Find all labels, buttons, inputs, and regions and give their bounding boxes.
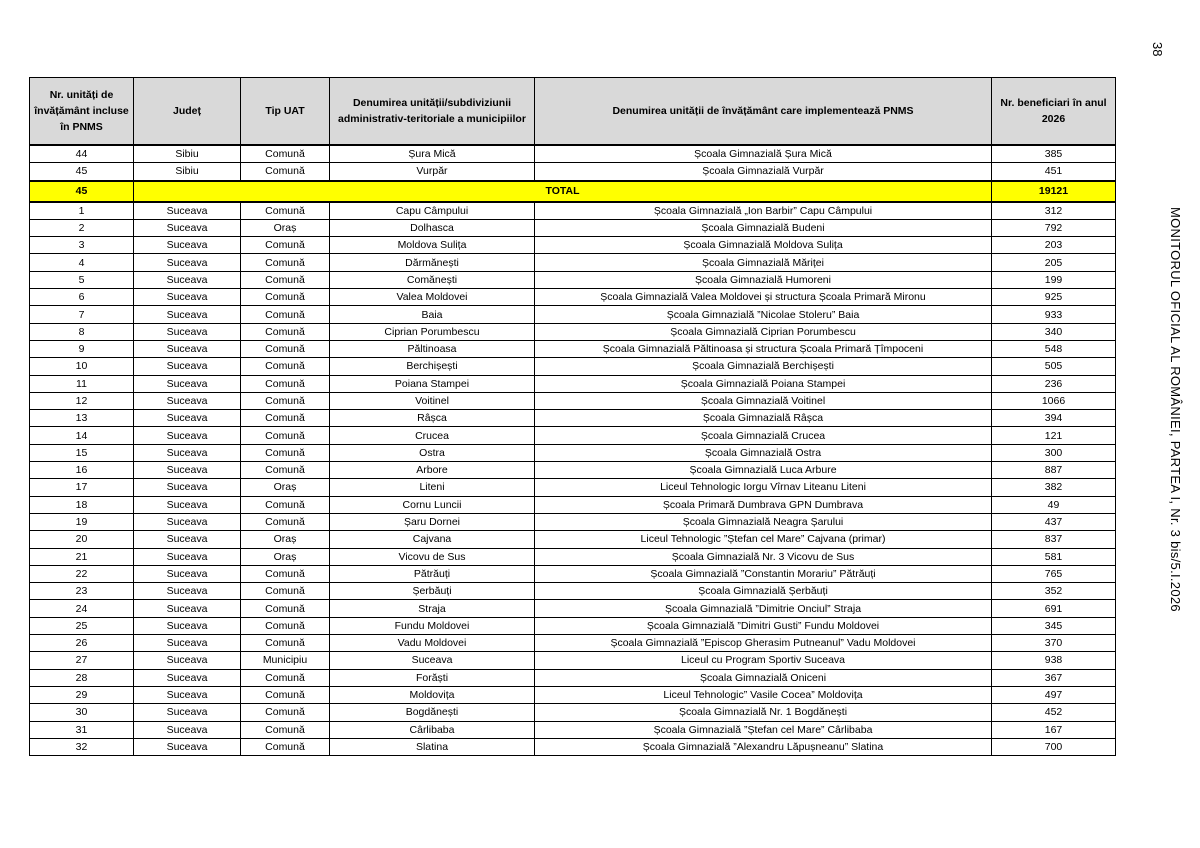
- cell-judet: Suceava: [134, 237, 241, 254]
- cell-unitate: Școala Gimnazială Poiana Stampei: [535, 375, 992, 392]
- cell-uat: Moldova Sulița: [330, 237, 535, 254]
- cell-nr: 9: [30, 340, 134, 357]
- cell-unitate: Școala Gimnazială Ciprian Porumbescu: [535, 323, 992, 340]
- cell-benef: 167: [992, 721, 1116, 738]
- cell-nr: 6: [30, 289, 134, 306]
- cell-unitate: Școala Gimnazială Ostra: [535, 444, 992, 461]
- cell-benef: 887: [992, 462, 1116, 479]
- cell-tip: Comună: [241, 163, 330, 181]
- table-row: [30, 548, 1116, 565]
- cell-uat: Pătrăuți: [330, 565, 535, 582]
- cell-uat: Fundu Moldovei: [330, 617, 535, 634]
- cell-nr: 21: [30, 548, 134, 565]
- cell-nr: 2: [30, 219, 134, 236]
- cell-benef: 505: [992, 358, 1116, 375]
- cell-nr: 31: [30, 721, 134, 738]
- page-number: 38: [1150, 42, 1165, 57]
- cell-uat: Șaru Dornei: [330, 513, 535, 530]
- cell-benef: 340: [992, 323, 1116, 340]
- cell-nr: 3: [30, 237, 134, 254]
- cell-uat: Șerbăuți: [330, 583, 535, 600]
- cell-judet: Suceava: [134, 548, 241, 565]
- table-row: [30, 306, 1116, 323]
- cell-tip: Oraș: [241, 219, 330, 236]
- cell-judet: Suceava: [134, 375, 241, 392]
- cell-judet: Suceava: [134, 738, 241, 755]
- cell-judet: Suceava: [134, 496, 241, 513]
- cell-judet: Suceava: [134, 686, 241, 703]
- cell-judet: Suceava: [134, 306, 241, 323]
- cell-tip: Comună: [241, 410, 330, 427]
- cell-uat: Râșca: [330, 410, 535, 427]
- cell-unitate: Școala Gimnazială Măriței: [535, 254, 992, 271]
- cell-judet: Suceava: [134, 669, 241, 686]
- table-row: [30, 427, 1116, 444]
- cell-nr: 12: [30, 392, 134, 409]
- cell-uat: Voitinel: [330, 392, 535, 409]
- cell-uat: Arbore: [330, 462, 535, 479]
- cell-judet: Suceava: [134, 462, 241, 479]
- cell-unitate: Școala Gimnazială ”Constantin Morariu” Pătrăuți: [535, 565, 992, 582]
- cell-judet: Suceava: [134, 479, 241, 496]
- cell-nr: 7: [30, 306, 134, 323]
- table-row: [30, 617, 1116, 634]
- cell-tip: Comună: [241, 358, 330, 375]
- cell-unitate: Școala Gimnazială Șura Mică: [535, 145, 992, 163]
- cell-judet: Suceava: [134, 617, 241, 634]
- cell-nr: 13: [30, 410, 134, 427]
- table-row: [30, 271, 1116, 288]
- cell-uat: Comănești: [330, 271, 535, 288]
- table-row: [30, 738, 1116, 755]
- cell-benef: 925: [992, 289, 1116, 306]
- cell-uat: Cârlibaba: [330, 721, 535, 738]
- cell-benef: 497: [992, 686, 1116, 703]
- cell-judet: Suceava: [134, 652, 241, 669]
- publication-title: MONITORUL OFICIAL AL ROMÂNIEI, PARTEA I, Nr. 3 bis/5.I.2026: [1168, 207, 1183, 612]
- schools-table-container: [29, 77, 1115, 756]
- cell-unitate: Școala Gimnazială ”Ștefan cel Mare” Cârlibaba: [535, 721, 992, 738]
- cell-benef: 437: [992, 513, 1116, 530]
- cell-benef: 300: [992, 444, 1116, 461]
- cell-nr: 14: [30, 427, 134, 444]
- table-header-row: [30, 78, 1116, 146]
- table-row: [30, 479, 1116, 496]
- cell-unitate: Școala Gimnazială Voitinel: [535, 392, 992, 409]
- cell-benef: 345: [992, 617, 1116, 634]
- cell-tip: Municipiu: [241, 652, 330, 669]
- cell-benef: 49: [992, 496, 1116, 513]
- cell-tip: Comună: [241, 669, 330, 686]
- cell-judet: Suceava: [134, 392, 241, 409]
- table-row: [30, 704, 1116, 721]
- cell-benef: 205: [992, 254, 1116, 271]
- cell-unitate: Școala Gimnazială Neagra Șarului: [535, 513, 992, 530]
- cell-unitate: Școala Gimnazială Oniceni: [535, 669, 992, 686]
- cell-tip: Oraș: [241, 531, 330, 548]
- cell-benef: 199: [992, 271, 1116, 288]
- cell-benef: 203: [992, 237, 1116, 254]
- cell-judet: Suceava: [134, 358, 241, 375]
- cell-tip: Comună: [241, 323, 330, 340]
- cell-uat: Șura Mică: [330, 145, 535, 163]
- cell-tip: Comună: [241, 600, 330, 617]
- header-beneficiaries: Nr. beneficiari în anul 2026: [992, 78, 1116, 146]
- cell-nr: 45: [30, 163, 134, 181]
- cell-tip: Comună: [241, 289, 330, 306]
- cell-tip: Comună: [241, 254, 330, 271]
- cell-unitate: Liceul Tehnologic Iorgu Vîrnav Liteanu Liteni: [535, 479, 992, 496]
- table-row: [30, 237, 1116, 254]
- cell-tip: Comună: [241, 444, 330, 461]
- cell-judet: Suceava: [134, 444, 241, 461]
- cell-benef: 367: [992, 669, 1116, 686]
- table-row: [30, 202, 1116, 220]
- cell-judet: Sibiu: [134, 163, 241, 181]
- cell-benef: 394: [992, 410, 1116, 427]
- cell-nr: 26: [30, 635, 134, 652]
- cell-nr: 10: [30, 358, 134, 375]
- cell-nr: 5: [30, 271, 134, 288]
- cell-tip: Comună: [241, 145, 330, 163]
- cell-benef: 352: [992, 583, 1116, 600]
- table-row: [30, 145, 1116, 163]
- cell-nr: 32: [30, 738, 134, 755]
- table-body: [30, 145, 1116, 756]
- cell-uat: Straja: [330, 600, 535, 617]
- cell-tip: Oraș: [241, 548, 330, 565]
- cell-judet: Suceava: [134, 600, 241, 617]
- cell-unitate: Școala Gimnazială Valea Moldovei și structura Școala Primară Mironu: [535, 289, 992, 306]
- total-row: [30, 181, 1116, 202]
- cell-uat: Moldovița: [330, 686, 535, 703]
- cell-judet: Suceava: [134, 219, 241, 236]
- cell-benef: 382: [992, 479, 1116, 496]
- cell-tip: Comună: [241, 704, 330, 721]
- cell-judet: Suceava: [134, 202, 241, 220]
- table-row: [30, 219, 1116, 236]
- cell-uat: Păltinoasa: [330, 340, 535, 357]
- cell-unitate: Școala Gimnazială Humoreni: [535, 271, 992, 288]
- cell-unitate: Liceul Tehnologic” Vasile Cocea” Moldovița: [535, 686, 992, 703]
- cell-judet: Suceava: [134, 323, 241, 340]
- cell-nr: 29: [30, 686, 134, 703]
- cell-benef: 933: [992, 306, 1116, 323]
- cell-tip: Comună: [241, 565, 330, 582]
- cell-benef: 236: [992, 375, 1116, 392]
- cell-tip: Comună: [241, 271, 330, 288]
- cell-nr: 17: [30, 479, 134, 496]
- table-row: [30, 600, 1116, 617]
- cell-tip: Comună: [241, 340, 330, 357]
- cell-uat: Liteni: [330, 479, 535, 496]
- cell-nr: 18: [30, 496, 134, 513]
- cell-benef: 837: [992, 531, 1116, 548]
- cell-judet: Suceava: [134, 704, 241, 721]
- cell-unitate: Școala Gimnazială Păltinoasa și structura Școala Primară Țîmpoceni: [535, 340, 992, 357]
- cell-nr: 4: [30, 254, 134, 271]
- cell-unitate: Școala Primară Dumbrava GPN Dumbrava: [535, 496, 992, 513]
- header-tip-uat: Tip UAT: [241, 78, 330, 146]
- cell-uat: Bogdănești: [330, 704, 535, 721]
- table-row: [30, 652, 1116, 669]
- cell-unitate: Școala Gimnazială Luca Arbure: [535, 462, 992, 479]
- cell-unitate: Școala Gimnazială ”Episcop Gherasim Putneanul” Vadu Moldovei: [535, 635, 992, 652]
- table-row: [30, 375, 1116, 392]
- cell-uat: Berchișești: [330, 358, 535, 375]
- cell-benef: 691: [992, 600, 1116, 617]
- cell-uat: Cajvana: [330, 531, 535, 548]
- schools-table: [29, 77, 1116, 756]
- cell-tip: Comună: [241, 237, 330, 254]
- cell-nr: 44: [30, 145, 134, 163]
- cell-nr: 22: [30, 565, 134, 582]
- cell-tip: Comună: [241, 306, 330, 323]
- cell-judet: Suceava: [134, 635, 241, 652]
- cell-judet: Suceava: [134, 427, 241, 444]
- cell-tip: Comună: [241, 427, 330, 444]
- table-row: [30, 462, 1116, 479]
- cell-nr: 27: [30, 652, 134, 669]
- cell-nr: 23: [30, 583, 134, 600]
- cell-judet: Suceava: [134, 254, 241, 271]
- cell-nr: 24: [30, 600, 134, 617]
- cell-unitate: Școala Gimnazială Berchișești: [535, 358, 992, 375]
- cell-uat: Vicovu de Sus: [330, 548, 535, 565]
- cell-nr: 1: [30, 202, 134, 220]
- cell-benef: 938: [992, 652, 1116, 669]
- cell-benef: 452: [992, 704, 1116, 721]
- table-row: [30, 583, 1116, 600]
- cell-unitate: Liceul cu Program Sportiv Suceava: [535, 652, 992, 669]
- cell-nr: 25: [30, 617, 134, 634]
- table-row: [30, 669, 1116, 686]
- cell-benef: 792: [992, 219, 1116, 236]
- cell-nr: 11: [30, 375, 134, 392]
- cell-unitate: Școala Gimnazială Nr. 3 Vicovu de Sus: [535, 548, 992, 565]
- header-school-name: Denumirea unității de învățământ care implementează PNMS: [535, 78, 992, 146]
- cell-uat: Slatina: [330, 738, 535, 755]
- cell-nr: 16: [30, 462, 134, 479]
- cell-judet: Suceava: [134, 513, 241, 530]
- cell-nr: 19: [30, 513, 134, 530]
- cell-nr: 8: [30, 323, 134, 340]
- table-row: [30, 565, 1116, 582]
- cell-benef: 700: [992, 738, 1116, 755]
- total-count: 45: [30, 181, 134, 202]
- cell-benef: 1066: [992, 392, 1116, 409]
- total-beneficiaries: 19121: [992, 181, 1116, 202]
- cell-unitate: Școala Gimnazială ”Dimitri Gusti” Fundu Moldovei: [535, 617, 992, 634]
- cell-judet: Suceava: [134, 289, 241, 306]
- header-nr: Nr. unități de învățământ incluse în PNMS: [30, 78, 134, 146]
- cell-nr: 28: [30, 669, 134, 686]
- cell-benef: 451: [992, 163, 1116, 181]
- cell-uat: Forăști: [330, 669, 535, 686]
- cell-uat: Poiana Stampei: [330, 375, 535, 392]
- table-row: [30, 496, 1116, 513]
- cell-unitate: Școala Gimnazială Vurpăr: [535, 163, 992, 181]
- cell-unitate: Școala Gimnazială ”Dimitrie Onciul” Straja: [535, 600, 992, 617]
- cell-tip: Comună: [241, 738, 330, 755]
- cell-benef: 121: [992, 427, 1116, 444]
- cell-uat: Ostra: [330, 444, 535, 461]
- cell-judet: Suceava: [134, 721, 241, 738]
- table-row: [30, 254, 1116, 271]
- cell-tip: Comună: [241, 392, 330, 409]
- cell-uat: Dolhasca: [330, 219, 535, 236]
- cell-nr: 15: [30, 444, 134, 461]
- table-row: [30, 323, 1116, 340]
- cell-tip: Comună: [241, 686, 330, 703]
- table-row: [30, 513, 1116, 530]
- table-row: [30, 392, 1116, 409]
- cell-tip: Comună: [241, 496, 330, 513]
- cell-tip: Comună: [241, 202, 330, 220]
- cell-benef: 765: [992, 565, 1116, 582]
- cell-tip: Comună: [241, 635, 330, 652]
- cell-benef: 548: [992, 340, 1116, 357]
- cell-tip: Comună: [241, 583, 330, 600]
- cell-unitate: Școala Gimnazială Nr. 1 Bogdănești: [535, 704, 992, 721]
- cell-tip: Comună: [241, 617, 330, 634]
- cell-unitate: Liceul Tehnologic ”Ștefan cel Mare” Cajvana (primar): [535, 531, 992, 548]
- cell-unitate: Școala Gimnazială Moldova Sulița: [535, 237, 992, 254]
- header-uat-name: Denumirea unității/subdiviziunii administrativ-teritoriale a municipiilor: [330, 78, 535, 146]
- table-row: [30, 721, 1116, 738]
- header-judet: Județ: [134, 78, 241, 146]
- table-row: [30, 531, 1116, 548]
- cell-benef: 385: [992, 145, 1116, 163]
- cell-uat: Ciprian Porumbescu: [330, 323, 535, 340]
- cell-uat: Crucea: [330, 427, 535, 444]
- cell-unitate: Școala Gimnazială „Ion Barbir” Capu Câmpului: [535, 202, 992, 220]
- cell-uat: Capu Câmpului: [330, 202, 535, 220]
- cell-unitate: Școala Gimnazială ”Alexandru Lăpușneanu” Slatina: [535, 738, 992, 755]
- table-row: [30, 163, 1116, 181]
- cell-uat: Vurpăr: [330, 163, 535, 181]
- cell-uat: Cornu Luncii: [330, 496, 535, 513]
- cell-uat: Valea Moldovei: [330, 289, 535, 306]
- table-row: [30, 410, 1116, 427]
- cell-judet: Suceava: [134, 271, 241, 288]
- cell-nr: 20: [30, 531, 134, 548]
- cell-unitate: Școala Gimnazială Râșca: [535, 410, 992, 427]
- table-row: [30, 358, 1116, 375]
- cell-tip: Comună: [241, 513, 330, 530]
- cell-judet: Sibiu: [134, 145, 241, 163]
- table-row: [30, 340, 1116, 357]
- cell-benef: 370: [992, 635, 1116, 652]
- total-label: TOTAL: [134, 181, 992, 202]
- cell-nr: 30: [30, 704, 134, 721]
- table-row: [30, 686, 1116, 703]
- cell-judet: Suceava: [134, 583, 241, 600]
- cell-judet: Suceava: [134, 531, 241, 548]
- cell-uat: Vadu Moldovei: [330, 635, 535, 652]
- table-row: [30, 635, 1116, 652]
- cell-tip: Oraș: [241, 479, 330, 496]
- table-row: [30, 289, 1116, 306]
- cell-unitate: Școala Gimnazială Crucea: [535, 427, 992, 444]
- cell-benef: 581: [992, 548, 1116, 565]
- cell-judet: Suceava: [134, 565, 241, 582]
- cell-tip: Comună: [241, 375, 330, 392]
- cell-uat: Suceava: [330, 652, 535, 669]
- cell-unitate: Școala Gimnazială ”Nicolae Stoleru” Baia: [535, 306, 992, 323]
- cell-judet: Suceava: [134, 340, 241, 357]
- cell-tip: Comună: [241, 721, 330, 738]
- cell-benef: 312: [992, 202, 1116, 220]
- cell-judet: Suceava: [134, 410, 241, 427]
- cell-uat: Baia: [330, 306, 535, 323]
- cell-tip: Comună: [241, 462, 330, 479]
- table-row: [30, 444, 1116, 461]
- cell-unitate: Școala Gimnazială Șerbăuți: [535, 583, 992, 600]
- cell-uat: Dărmănești: [330, 254, 535, 271]
- cell-unitate: Școala Gimnazială Budeni: [535, 219, 992, 236]
